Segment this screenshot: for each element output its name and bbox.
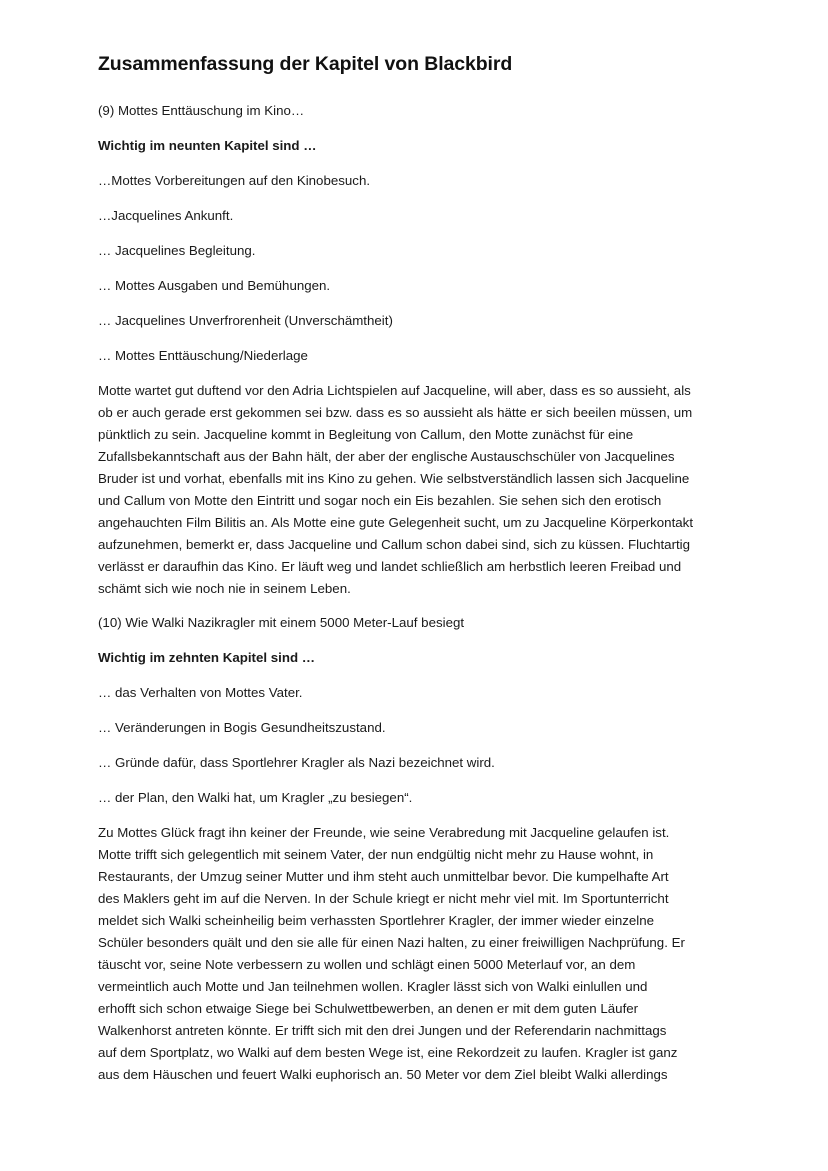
summary-line: schämt sich wie noch nie in seinem Leben. [98, 581, 351, 596]
summary-line: ob er auch gerade erst gekommen sei bzw. dass es so aussieht als hätte er sich beeilen müssen, um [98, 405, 693, 420]
summary-line: verlässt er daraufhin das Kino. Er läuft weg und landet schließlich am herbstlich leeren Freibad und [98, 559, 682, 574]
summary-line: des Maklers geht im auf die Nerven. In der Schule kriegt er nicht mehr viel mit. Im Sportunterricht [98, 891, 669, 906]
chapter10-point: … das Verhalten von Mottes Vater. [98, 685, 303, 700]
summary-line: pünktlich zu sein. Jacqueline kommt in Begleitung von Callum, den Motte zunächst für eine [98, 427, 634, 442]
summary-line: erhofft sich schon etwaige Siege bei Schulwettbewerben, an denen er mit dem guten Läufer [98, 1001, 639, 1016]
summary-line: meldet sich Walki scheinheilig beim verhassten Sportlehrer Kragler, der immer wieder einzelne [98, 913, 655, 928]
summary-line: Motte trifft sich gelegentlich mit seinem Vater, der nun endgültig nicht mehr zu Hause wohnt, in [98, 847, 654, 862]
summary-line: aus dem Häuschen und feuert Walki euphorisch an. 50 Meter vor dem Ziel bleibt Walki allerdings [98, 1067, 668, 1082]
chapter9-point: …Mottes Vorbereitungen auf den Kinobesuch. [98, 173, 371, 188]
chapter9-important-heading: Wichtig im neunten Kapitel sind … [98, 138, 317, 153]
summary-line: angehauchten Film Bilitis an. Als Motte eine gute Gelegenheit sucht, um zu Jacqueline Körperkontakt [98, 515, 694, 530]
summary-line: täuscht vor, seine Note verbessern zu wollen und schlägt einen 5000 Meterlauf vor, an dem [98, 957, 636, 972]
chapter10-important-heading: Wichtig im zehnten Kapitel sind … [98, 650, 316, 665]
chapter9-point: … Mottes Ausgaben und Bemühungen. [98, 278, 331, 293]
chapter9-point: … Jacquelines Begleitung. [98, 243, 256, 258]
summary-line: aufzunehmen, bemerkt er, dass Jacqueline und Callum schon dabei sind, sich zu küssen. Fluchtartig [98, 537, 691, 552]
chapter10-point: … Gründe dafür, dass Sportlehrer Kragler als Nazi bezeichnet wird. [98, 755, 495, 770]
chapter9-point: … Mottes Enttäuschung/Niederlage [98, 348, 308, 363]
summary-line: Zufallsbekanntschaft aus der Bahn hält, der aber der englische Austauschschüler von Jacquelines [98, 449, 675, 464]
summary-line: Zu Mottes Glück fragt ihn keiner der Freunde, wie seine Verabredung mit Jacqueline gelaufen ist. [98, 825, 670, 840]
chapter10-point: … Veränderungen in Bogis Gesundheitszustand. [98, 720, 386, 735]
chapter9-point: … Jacquelines Unverfrorenheit (Unverschämtheit) [98, 313, 393, 328]
document-title: Zusammenfassung der Kapitel von Blackbird [98, 53, 513, 75]
chapter10-point: … der Plan, den Walki hat, um Kragler „zu besiegen“. [98, 790, 413, 805]
chapter10-heading: (10) Wie Walki Nazikragler mit einem 5000 Meter-Lauf besiegt [98, 615, 465, 630]
summary-line: auf dem Sportplatz, wo Walki auf dem besten Wege ist, eine Rekordzeit zu laufen. Kragler ist ganz [98, 1045, 678, 1060]
chapter9-point: …Jacquelines Ankunft. [98, 208, 234, 223]
chapter9-heading: (9) Mottes Enttäuschung im Kino… [98, 103, 305, 118]
summary-line: Schüler besonders quält und den sie alle für einen Nazi halten, zu einer freiwilligen Nachprüfung. Er [98, 935, 685, 950]
summary-line: vermeintlich auch Motte und Jan teilnehmen wollen. Kragler lässt sich von Walki einlullen und [98, 979, 648, 994]
chapter10-summary [98, 822, 728, 1086]
chapter9-summary [98, 380, 728, 600]
summary-line: Motte wartet gut duftend vor den Adria Lichtspielen auf Jacqueline, will aber, dass es so aussieht, als [98, 383, 691, 398]
summary-line: Bruder ist und vorhat, ebenfalls mit ins Kino zu gehen. Wie selbstverständlich lassen sich Jacqueline [98, 471, 690, 486]
summary-line: Walkenhorst antreten könnte. Er trifft sich mit den drei Jungen und der Referendarin nachmittags [98, 1023, 667, 1038]
summary-line: Restaurants, der Umzug seiner Mutter und ihm steht auch unmittelbar bevor. Die kumpelhafte Art [98, 869, 669, 884]
summary-line: und Callum von Motte den Eintritt und sogar noch ein Eis bezahlen. Sie sehen sich den erotisch [98, 493, 662, 508]
